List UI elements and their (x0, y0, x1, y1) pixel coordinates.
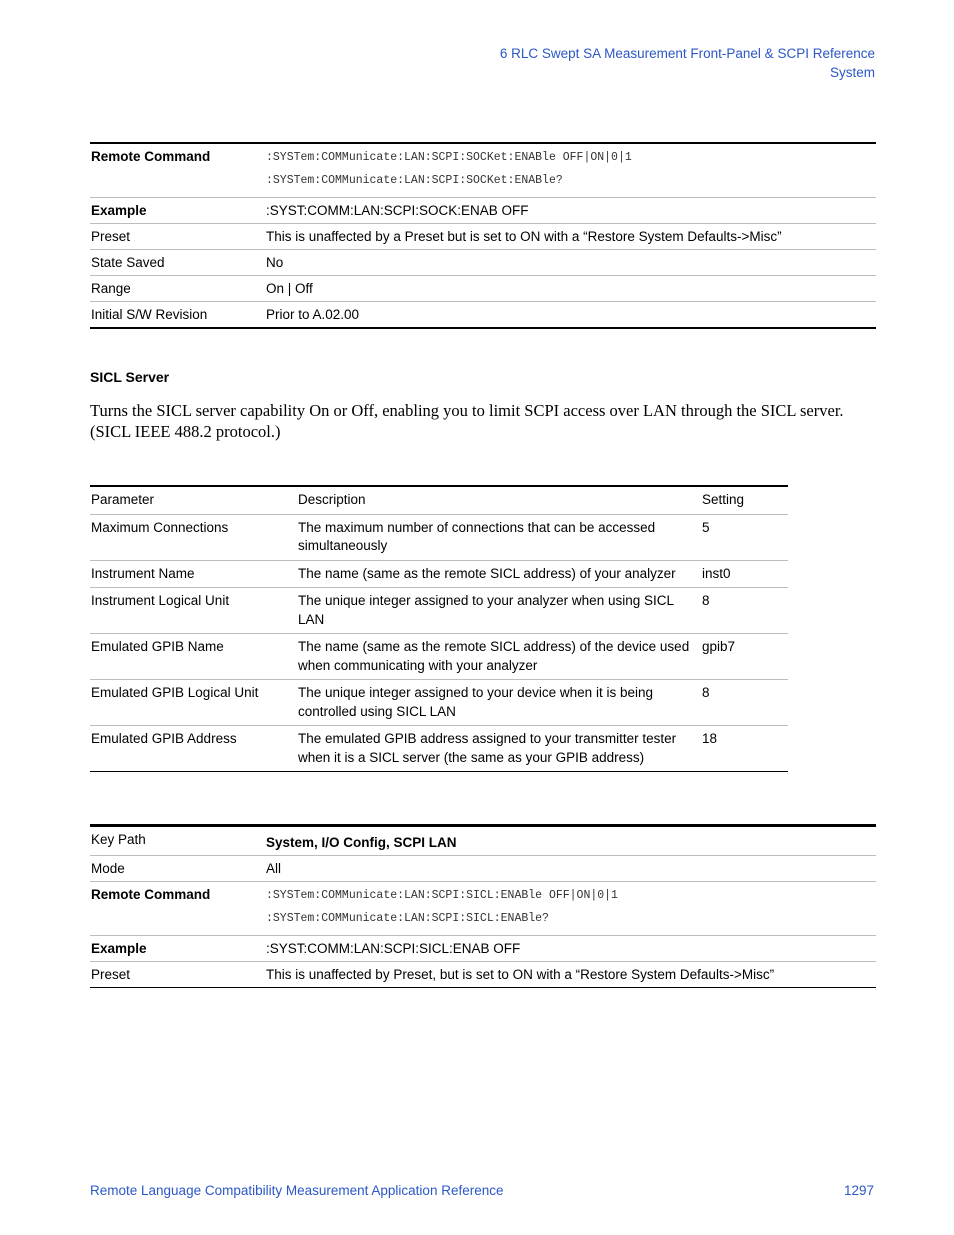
remote-command-label: Remote Command (91, 149, 211, 164)
parameter-cell: Emulated GPIB Address (91, 731, 237, 746)
table-row (90, 250, 876, 276)
row-label: Initial S/W Revision (91, 307, 208, 322)
running-header (500, 44, 875, 82)
mode-label: Mode (91, 861, 125, 876)
setting-cell: gpib7 (702, 639, 736, 654)
table-header-row (90, 486, 788, 514)
row-label: State Saved (91, 255, 165, 270)
parameter-cell: Maximum Connections (91, 519, 229, 535)
sicl-command-table (90, 824, 876, 988)
table-row (90, 560, 788, 588)
description-cell: The name (same as the remote SICL address) of your analyzer (298, 565, 676, 581)
parameter-cell: Emulated GPIB Logical Unit (91, 685, 259, 700)
column-header: Description (298, 492, 366, 507)
section-title: System (829, 65, 875, 80)
parameter-cell: Instrument Name (91, 565, 195, 581)
table-row (90, 826, 876, 856)
remote-command-value (265, 144, 876, 197)
row-value: No (266, 255, 284, 270)
description-cell: The maximum number of connections that can be accessed simultaneously (298, 519, 656, 553)
row-value: On | Off (266, 281, 313, 296)
remote-command-line: :SYSTem:COMMunicate:LAN:SCPI:SICL:ENABle? (266, 912, 549, 925)
key-path-value: System, I/O Config, SCPI LAN (266, 835, 457, 850)
key-path-label: Key Path (91, 832, 146, 847)
sicl-server-heading: SICL Server (90, 369, 170, 385)
table-row (90, 882, 876, 936)
column-header: Parameter (91, 492, 155, 507)
table-row (90, 514, 788, 560)
parameter-cell: Instrument Logical Unit (91, 593, 230, 608)
remote-command-line: :SYSTem:COMMunicate:LAN:SCPI:SOCKet:ENABle? (266, 174, 563, 187)
table-row (90, 936, 876, 962)
column-header: Setting (702, 492, 745, 507)
row-value: This is unaffected by a Preset but is set to ON with a “Restore System Defaults->Misc” (266, 229, 782, 244)
setting-cell: 5 (702, 519, 710, 535)
table-row (90, 588, 788, 634)
setting-cell: inst0 (702, 565, 731, 581)
remote-command-value (265, 882, 876, 935)
remote-command-label: Remote Command (91, 887, 211, 902)
description-cell: The unique integer assigned to your analyzer when using SICL LAN (298, 593, 674, 627)
table-row (90, 224, 876, 250)
table-row (90, 198, 876, 224)
table-row (90, 962, 876, 988)
example-label: Example (91, 941, 147, 956)
remote-command-line: :SYSTem:COMMunicate:LAN:SCPI:SOCKet:ENABle OFF|ON|0|1 (266, 151, 632, 164)
row-label: Range (91, 281, 131, 296)
row-label: Preset (91, 229, 131, 244)
description-cell: The name (same as the remote SICL address) of the device used when communicating with your analyzer (298, 639, 690, 673)
mode-value: All (266, 861, 282, 876)
table-row (90, 726, 788, 772)
description-cell: The emulated GPIB address assigned to your transmitter tester when it is a SICL server (the same as your GPIB address) (298, 731, 677, 765)
socket-command-table (90, 142, 876, 329)
sicl-parameter-table (90, 485, 788, 772)
description-cell: The unique integer assigned to your device when it is being controlled using SICL LAN (298, 685, 653, 719)
table-row (90, 856, 876, 882)
table-row (90, 634, 788, 680)
example-value: :SYST:COMM:LAN:SCPI:SOCK:ENAB OFF (266, 203, 529, 218)
remote-command-line: :SYSTem:COMMunicate:LAN:SCPI:SICL:ENABle OFF|ON|0|1 (266, 889, 618, 902)
table-row (90, 680, 788, 726)
setting-cell: 8 (702, 685, 710, 700)
chapter-title: 6 RLC Swept SA Measurement Front-Panel & SCPI Reference (499, 46, 875, 61)
sicl-server-intro: Turns the SICL server capability On or Off, enabling you to limit SCPI access over LAN through the SICL server. (SICL IEEE 488.2 protocol.) (90, 401, 844, 441)
row-value: Prior to A.02.00 (266, 307, 360, 322)
setting-cell: 18 (702, 731, 718, 746)
table-row (90, 302, 876, 329)
preset-label: Preset (91, 967, 131, 982)
footer-title: Remote Language Compatibility Measurement Application Reference (90, 1183, 504, 1198)
preset-value: This is unaffected by Preset, but is set to ON with a “Restore System Defaults->Misc” (266, 967, 775, 982)
table-row (90, 143, 876, 198)
table-row (90, 276, 876, 302)
example-label: Example (91, 203, 147, 218)
setting-cell: 8 (702, 593, 710, 608)
page-number: 1297 (843, 1183, 874, 1198)
parameter-cell: Emulated GPIB Name (91, 639, 224, 654)
example-value: :SYST:COMM:LAN:SCPI:SICL:ENAB OFF (266, 941, 521, 956)
